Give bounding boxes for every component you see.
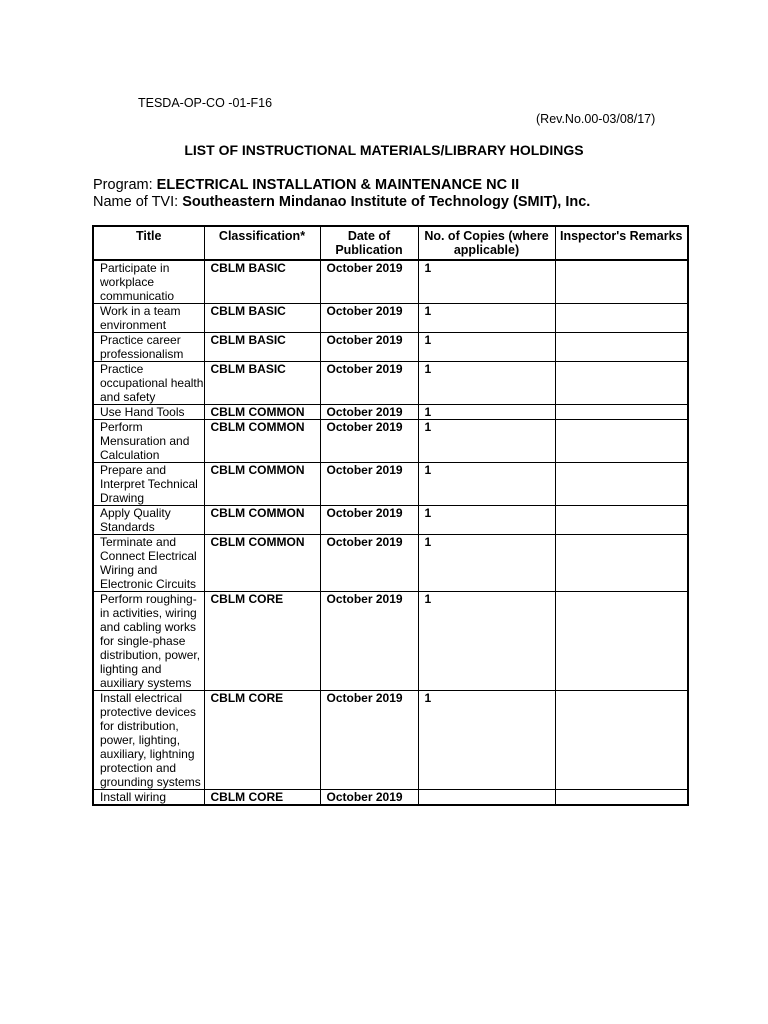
row-date-cell: October 2019 (320, 260, 418, 304)
tvi-value: Southeastern Mindanao Institute of Technology (SMIT), Inc. (182, 194, 591, 210)
row-remarks-cell (555, 420, 688, 463)
row-title-cell: Terminate and Connect Electrical Wiring and Electronic Circuits (93, 535, 204, 592)
row-title-cell: Practice occupational health and safety (93, 362, 204, 405)
column-header-remarks: Inspector's Remarks (555, 226, 688, 260)
row-title-cell: Work in a team environment (93, 304, 204, 333)
program-label: Program: (93, 177, 153, 193)
row-remarks-cell (555, 592, 688, 691)
table-row (93, 592, 688, 691)
row-classification-cell: CBLM CORE (204, 691, 320, 790)
row-copies-cell (418, 790, 555, 806)
program-value: ELECTRICAL INSTALLATION & MAINTENANCE NC II (156, 177, 520, 193)
revision-number: (Rev.No.00-03/08/17) (536, 112, 656, 126)
row-date-cell: October 2019 (320, 405, 418, 420)
row-title-cell: Prepare and Interpret Technical Drawing (93, 463, 204, 506)
tvi-label: Name of TVI: (93, 194, 179, 210)
row-date-cell: October 2019 (320, 362, 418, 405)
row-title-cell: Perform roughing-in activities, wiring and cabling works for single-phase distribution, power, lighting and auxiliary systems (93, 592, 204, 691)
tvi-line (93, 194, 590, 210)
row-classification-cell: CBLM CORE (204, 790, 320, 806)
row-date-cell: October 2019 (320, 691, 418, 790)
row-date-cell: October 2019 (320, 790, 418, 806)
program-line (93, 177, 519, 193)
table-header-row (93, 226, 688, 260)
table-row (93, 405, 688, 420)
table-row (93, 535, 688, 592)
row-date-cell: October 2019 (320, 463, 418, 506)
table-row (93, 463, 688, 506)
row-remarks-cell (555, 506, 688, 535)
row-copies-cell: 1 (418, 304, 555, 333)
row-remarks-cell (555, 304, 688, 333)
table-row (93, 260, 688, 304)
row-copies-cell: 1 (418, 260, 555, 304)
row-remarks-cell (555, 405, 688, 420)
row-title-cell: Perform Mensuration and Calculation (93, 420, 204, 463)
column-header-title: Title (93, 226, 204, 260)
row-copies-cell: 1 (418, 691, 555, 790)
row-title-cell: Apply Quality Standards (93, 506, 204, 535)
table-row (93, 691, 688, 790)
row-remarks-cell (555, 260, 688, 304)
table-row (93, 362, 688, 405)
document-title: LIST OF INSTRUCTIONAL MATERIALS/LIBRARY HOLDINGS (184, 142, 584, 158)
row-copies-cell: 1 (418, 362, 555, 405)
form-code: TESDA-OP-CO -01-F16 (138, 96, 273, 110)
row-title-cell: Install electrical protective devices for distribution, power, lighting, auxiliary, lightning protection and grounding systems (93, 691, 204, 790)
row-date-cell: October 2019 (320, 333, 418, 362)
row-date-cell: October 2019 (320, 304, 418, 333)
row-title-cell: Practice career professionalism (93, 333, 204, 362)
row-remarks-cell (555, 790, 688, 806)
column-header-copies: No. of Copies (where applicable) (418, 226, 555, 260)
row-copies-cell: 1 (418, 592, 555, 691)
row-copies-cell: 1 (418, 535, 555, 592)
row-title-cell: Participate in workplace communicatio (93, 260, 204, 304)
row-remarks-cell (555, 333, 688, 362)
row-copies-cell: 1 (418, 506, 555, 535)
column-header-classification: Classification* (204, 226, 320, 260)
row-copies-cell: 1 (418, 405, 555, 420)
row-date-cell: October 2019 (320, 535, 418, 592)
row-date-cell: October 2019 (320, 592, 418, 691)
row-classification-cell: CBLM COMMON (204, 463, 320, 506)
row-classification-cell: CBLM COMMON (204, 405, 320, 420)
table-row (93, 333, 688, 362)
row-remarks-cell (555, 535, 688, 592)
row-remarks-cell (555, 691, 688, 790)
row-classification-cell: CBLM COMMON (204, 420, 320, 463)
row-date-cell: October 2019 (320, 420, 418, 463)
table-row (93, 506, 688, 535)
row-classification-cell: CBLM BASIC (204, 362, 320, 405)
row-copies-cell: 1 (418, 420, 555, 463)
row-date-cell: October 2019 (320, 506, 418, 535)
table-row (93, 790, 688, 806)
row-classification-cell: CBLM COMMON (204, 506, 320, 535)
table-row (93, 420, 688, 463)
column-header-date: Date of Publication (320, 226, 418, 260)
row-remarks-cell (555, 362, 688, 405)
table-body (93, 260, 688, 805)
table-row (93, 304, 688, 333)
row-copies-cell: 1 (418, 333, 555, 362)
row-classification-cell: CBLM CORE (204, 592, 320, 691)
row-title-cell: Use Hand Tools (93, 405, 204, 420)
row-classification-cell: CBLM BASIC (204, 260, 320, 304)
row-classification-cell: CBLM BASIC (204, 333, 320, 362)
holdings-table (92, 225, 689, 806)
row-classification-cell: CBLM COMMON (204, 535, 320, 592)
row-classification-cell: CBLM BASIC (204, 304, 320, 333)
row-copies-cell: 1 (418, 463, 555, 506)
row-title-cell: Install wiring (93, 790, 204, 806)
row-remarks-cell (555, 463, 688, 506)
